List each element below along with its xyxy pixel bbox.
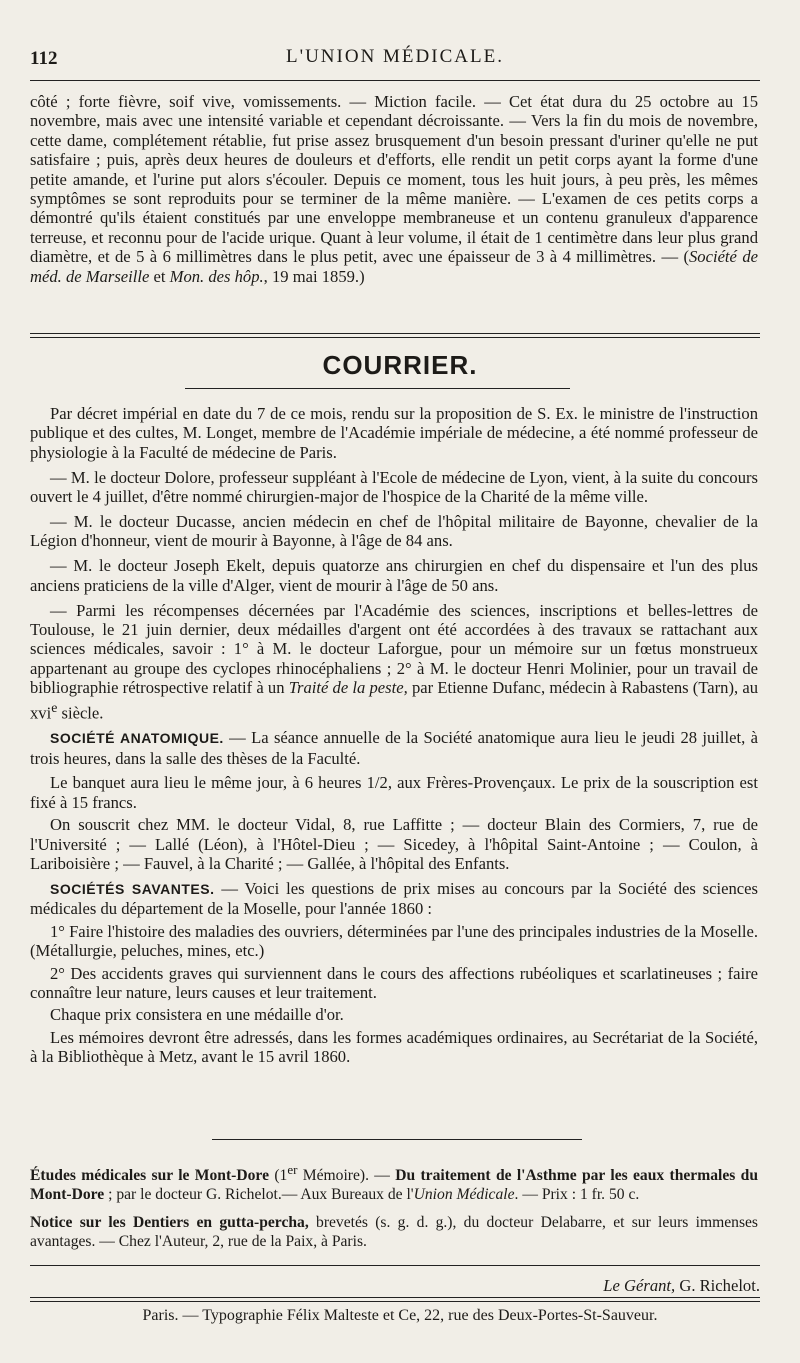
news-item: Chaque prix consistera en une médaille d'or. — [50, 1005, 344, 1025]
section-divider — [30, 333, 760, 338]
news-item: — M. le docteur Ducasse, ancien médecin en chef de l'hôpital militaire de Bayonne, chevalier de la Légion d'honneur, vient de mourir à Bayonne, à l'âge de 84 ans. — [30, 512, 758, 551]
news-item: Le banquet aura lieu le même jour, à 6 heures 1/2, aux Frères-Provençaux. Le prix de la souscription est fixé à 15 francs. — [30, 773, 758, 812]
advertisements — [30, 1160, 758, 1260]
ads-divider — [212, 1139, 582, 1140]
subsection-heading: SOCIÉTÉS SAVANTES. — [50, 880, 215, 897]
section-title: COURRIER. — [322, 350, 478, 380]
case-report-paragraph — [30, 92, 758, 292]
news-item: Par décret impérial en date du 7 de ce mois, rendu sur la proposition de S. Ex. le ministre de l'instruction publique et des cultes, M. Longet, membre de l'Académie impériale de médecine, a été nommé professeur de physiologie à la Faculté de médecine de Paris. — [30, 404, 758, 462]
signature: Le Gérant, G. Richelot. — [603, 1276, 760, 1295]
page-number: 112 — [30, 48, 58, 69]
page-header — [30, 44, 760, 74]
news-item: — Parmi les récompenses décernées par l'Académie des sciences, inscriptions et belles-lettres de Toulouse, le 21 juin dernier, deux médailles d'argent ont été accordées à des travaux se rattachant aux sciences médicales, savoir : 1° à M. le docteur Laforgue, pour un mémoire sur un fœtus monstrueux appartenant au groupe des cyclopes rhinocéphaliens ; 2° à M. le docteur Henri Molinier, pour un travail de bibliographie rétrospective relatif à un Traité de la peste, par Etienne Dufanc, médecin à Rabastens (Tarn), au xvi$^e$ siècle. — [30, 600, 759, 723]
news-item: SOCIÉTÉ ANATOMIQUE. — La séance annuelle de la Société anatomique aura lieu le jeudi 28 juillet, à trois heures, dans la salle des thèses de la Faculté. — [30, 728, 758, 768]
news-item: SOCIÉTÉS SAVANTES. — Voici les questions de prix mises au concours par la Société des sciences médicales du département de la Moselle, pour l'année 1860 : — [30, 878, 758, 919]
case-report-text: côté ; forte fièvre, soif vive, vomissements. — Miction facile. — Cet état dura du 25 octobre au 15 novembre, mais avec une intensité variable et cependant décroissante. — Vers la fin du mois de novembre, cette dame, complétement rétablie, fut prise assez brusquement d'un besoin pressant d'uriner qu'elle ne put satisfaire ; puis, après deux heures de douleurs et d'efforts, elle rendit un petit corps ayant la forme d'une petite amande, et l'urine put alors s'écouler. Depuis ce moment, tous les huit jours, à peu près, les mêmes symptômes se sont reproduits pour se terminer de la même manière. — L'examen de ces petits corps a démontré qu'ils étaient constitués par une enveloppe membraneuse et un contenu granuleux d'apparence terreuse, et reconnu pour de l'acide urique. Quant à leur volume, il était de 1 centimètre dans leur plus grand diamètre, et de 5 à 6 millimètres dans le plus petit, avec une épaisseur de 3 à 4 millimètres. — (Société de méd. de Marseille et Mon. des hôp., 19 mai 1859.) — [30, 92, 758, 286]
news-item: — M. le docteur Dolore, professeur suppléant à l'Ecole de médecine de Lyon, vient, à la suite du concours ouvert le 4 juillet, d'être nommé chirurgien-major de l'hospice de la Charité de la même ville. — [30, 467, 758, 507]
subsection-heading: SOCIÉTÉ ANATOMIQUE. — [50, 730, 224, 747]
footer-rule — [30, 1265, 760, 1266]
news-item: 2° Des accidents graves qui surviennent dans le cours des affections rubéoliques et scarlatineuses ; faire connaître leur nature, leurs causes et leur traitement. — [30, 963, 758, 1002]
advertisement: Études médicales sur le Mont-Dore (1er Mémoire). — Du traitement de l'Asthme par les eaux thermales du Mont-Dore ; par le docteur G. Richelot.— Aux Bureaux de l'Union Médicale. — Prix : 1 fr. 50 c. — [30, 1162, 759, 1204]
header-rule — [30, 80, 760, 81]
title-underline — [185, 388, 570, 389]
imprint-rule — [30, 1297, 760, 1302]
running-title: L'UNION MÉDICALE. — [286, 46, 504, 67]
courrier-section — [30, 404, 758, 1072]
advertisement: Notice sur les Dentiers en gutta-percha, brevetés (s. g. d. g.), du docteur Delabarre, et sur leurs immenses avantages. — Chez l'Auteur, 2, rue de la Paix, à Paris. — [30, 1214, 759, 1251]
news-item: Les mémoires devront être adressés, dans les formes académiques ordinaires, au Secrétariat de la Société, à la Bibliothèque à Metz, avant le 15 avril 1860. — [30, 1027, 758, 1067]
news-item: 1° Faire l'histoire des maladies des ouvriers, déterminées par l'une des principales industries de la Moselle. (Métallurgie, peluches, mines, etc.) — [30, 921, 758, 961]
imprint: Paris. — Typographie Félix Malteste et Ce, 22, rue des Deux-Portes-St-Sauveur. — [142, 1307, 658, 1324]
news-item: — M. le docteur Joseph Ekelt, depuis quatorze ans chirurgien en chef du dispensaire et l'un des plus anciens praticiens de la ville d'Alger, vient de mourir à l'âge de 50 ans. — [30, 556, 758, 595]
news-item: On souscrit chez MM. le docteur Vidal, 8, rue Laffitte ; — docteur Blain des Cormiers, 7, rue de l'Université ; — Lallé (Léon), à l'Hôtel-Dieu ; — Sicedey, à l'hôpital Saint-Antoine ; — Coulon, à Lariboisière ; — Fauvel, à la Charité ; — Gallée, à l'hôpital des Enfants. — [30, 815, 758, 874]
